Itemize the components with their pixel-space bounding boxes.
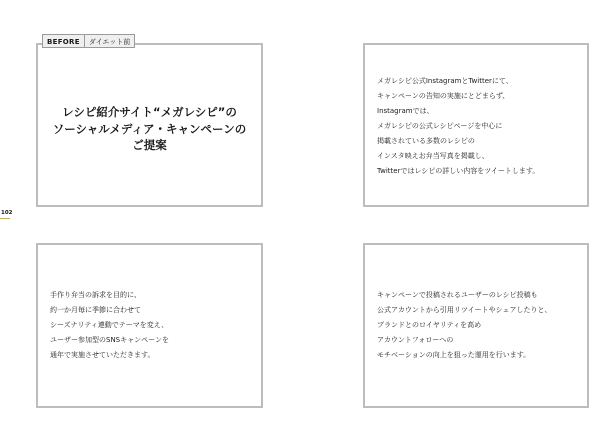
body-line: 掲載されている多数のレシピの [377, 137, 475, 145]
body-line: キャンペーンの告知の実施にとどまらず、 [377, 92, 510, 100]
title-line: ご提案 [132, 138, 167, 152]
body-line: Instagramでは、 [377, 107, 434, 115]
body-line: インスタ映えお弁当写真を掲載し、 [377, 152, 489, 160]
body-line: 公式アカウントから引用リツイートやシェアしたりと、 [377, 306, 552, 314]
body-line: 手作り弁当の訴求を目的に、 [50, 291, 141, 299]
body-line: メガレシピ公式InstagramとTwitterにて、 [377, 77, 513, 85]
body-line: ユーザー参加型のSNSキャンペーンを [50, 336, 169, 344]
body-line: 約一か月毎に季節に合わせて [50, 306, 141, 314]
body-line: ブランドとのロイヤリティを高め [377, 321, 482, 329]
slide-instagram-twitter [363, 43, 589, 207]
before-tag-label: BEFORE [43, 35, 85, 47]
body-line: モチベーションの向上を狙った運用を行います。 [377, 351, 531, 359]
body-line: アカウントフォローへの [377, 336, 454, 344]
body-line: キャンペーンで投稿されるユーザーのレシピ投稿も [377, 291, 538, 299]
before-tag [42, 34, 135, 48]
before-tag-sublabel: ダイエット前 [88, 38, 131, 46]
slide-body [377, 288, 581, 363]
page-number-underline [0, 218, 10, 219]
slide-body [377, 74, 581, 179]
body-line: メガレシピの公式レシピページを中心に [377, 122, 503, 130]
slide-title [36, 43, 263, 207]
slide-body [50, 288, 255, 363]
slide-operation [363, 243, 589, 408]
body-line: シーズナリティ連動でテーマを変え、 [50, 321, 169, 329]
page-number: 102 [1, 210, 13, 216]
slide-campaign [36, 243, 263, 408]
body-line: Twitterではレシピの詳しい内容をツイートします。 [377, 167, 540, 175]
title-line: レシピ紹介サイト“メガレシピ”の [62, 105, 237, 119]
title-line: ソーシャルメディア・キャンペーンの [52, 121, 247, 136]
body-line: 通年で実施させていただきます。 [50, 351, 155, 359]
slide-title-text [38, 104, 261, 154]
